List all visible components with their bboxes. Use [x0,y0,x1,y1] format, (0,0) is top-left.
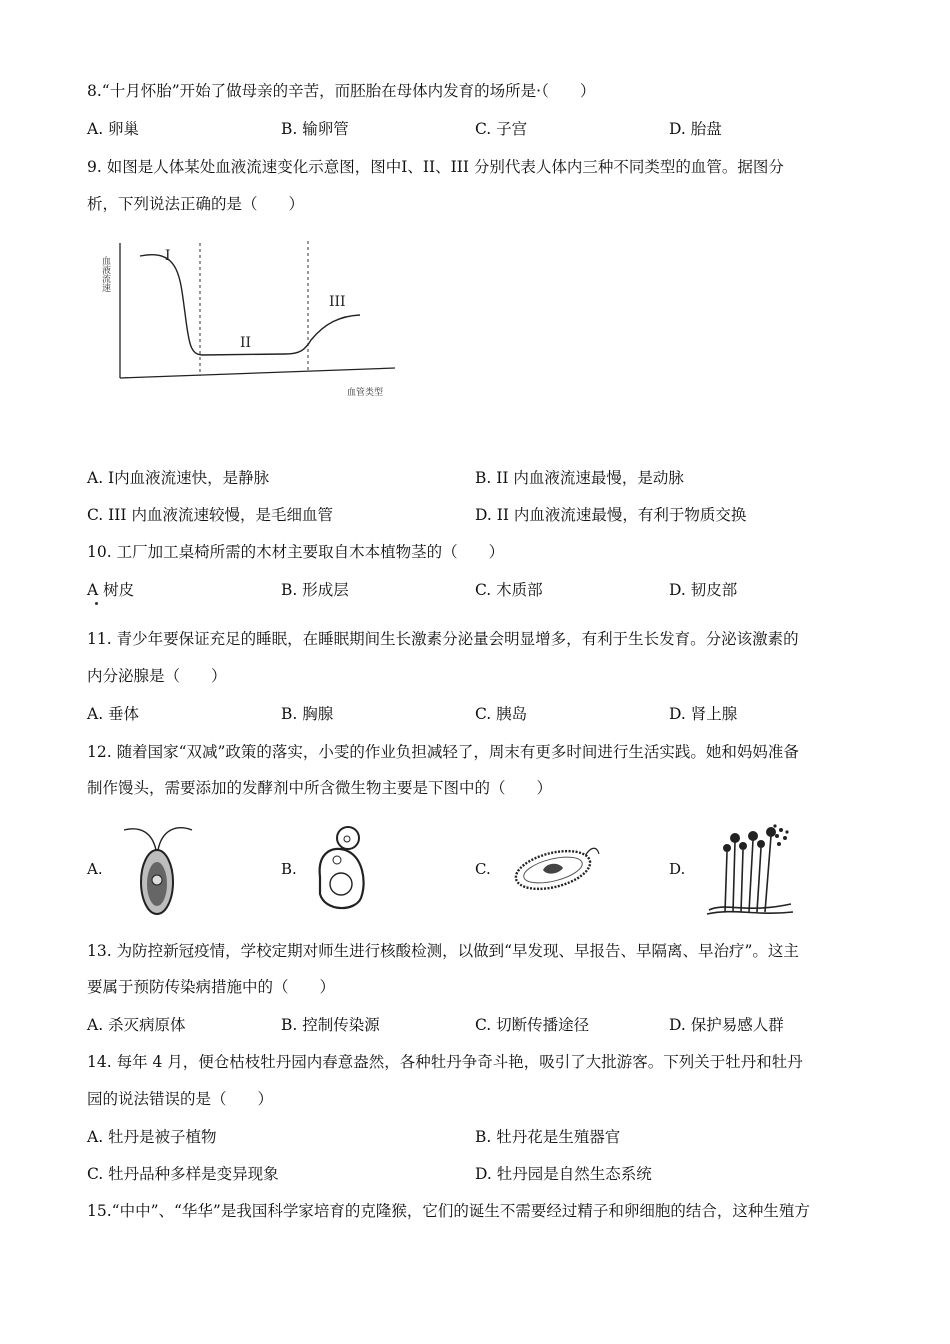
blood-flow-chart [85,238,405,408]
y-axis-label: 血液流速 [100,256,110,292]
q10-stem: 10. 工厂加工桌椅所需的木材主要取自木本植物茎的（ ） [87,543,505,561]
q11-option-b: B. 胸腺 [281,705,334,723]
q13-stem-line1: 13. 为防控新冠疫情，学校定期对师生进行核酸检测，以做到“早发现、早报告、早隔离、早治疗”。这主 [87,942,799,960]
q14-option-a: A. 牡丹是被子植物 [87,1128,217,1146]
q14-option-c: C. 牡丹品种多样是变异现象 [87,1165,279,1183]
q14-option-b: B. 牡丹花是生殖器官 [475,1128,621,1146]
q8-option-d: D. 胎盘 [669,120,722,138]
q12-option-a: A. [87,860,103,878]
q10-option-c: C. 木质部 [475,581,543,599]
x-axis [120,368,395,378]
q14-option-d: D. 牡丹园是自然生态系统 [475,1165,652,1183]
q10-option-d: D. 韧皮部 [669,581,738,599]
yeast-image [305,822,375,921]
q14-stem-line2: 园的说法错误的是（ ） [87,1090,274,1108]
q9-option-d: D. II 内血液流速最慢，有利于物质交换 [475,506,747,524]
q8-option-a: A. 卵巢 [87,120,140,138]
segment-label-2: II [240,335,252,351]
q13-option-b: B. 控制传染源 [281,1016,380,1034]
q11-option-a: A. 垂体 [87,705,140,723]
q9-option-c: C. III 内血液流速较慢，是毛细血管 [87,506,333,524]
bacterium-image [505,838,605,902]
q13-option-a: A. 杀灭病原体 [87,1016,186,1034]
q10-option-b: B. 形成层 [281,581,349,599]
q9-stem-line1: 9. 如图是人体某处血液流速变化示意图，图中Ⅰ、II、III 分别代表人体内三种不同类型的血管。据图分 [87,158,784,176]
q12-option-c: C. [475,860,491,878]
q8-option-c: C. 子宫 [475,120,528,138]
q8-stem: 8.“十月怀胎”开始了做母亲的辛苦，而胚胎在母体内发育的场所是·（ ） [87,82,596,100]
q12-stem-line1: 12. 随着国家“双减”政策的落实，小雯的作业负担减轻了，周末有更多时间进行生活实践。她和妈妈准备 [87,743,799,761]
q10-option-a: A 树皮 [87,581,135,599]
segment-label-3: III [329,294,346,310]
q14-stem-line1: 14. 每年 4 月，便仓枯枝牡丹园内春意盎然，各种牡丹争奇斗艳，吸引了大批游客。下列关于牡丹和牡丹 [87,1053,803,1071]
q12-option-d: D. [669,860,686,878]
q11-stem-line2: 内分泌腺是（ ） [87,667,227,685]
stray-dot [95,602,98,605]
chlamydomonas-image [112,822,202,922]
q11-option-d: D. 肾上腺 [669,705,738,723]
segment-label-1: I [165,248,171,264]
q12-stem-line2: 制作馒头，需要添加的发酵剂中所含微生物主要是下图中的（ ） [87,779,553,797]
q13-stem-line2: 要属于预防传染病措施中的（ ） [87,978,336,996]
q13-option-d: D. 保护易感人群 [669,1016,784,1034]
q11-option-c: C. 胰岛 [475,705,528,723]
q9-stem-line2: 析，下列说法正确的是（ ） [87,195,305,213]
q11-stem-line1: 11. 青少年要保证充足的睡眠，在睡眠期间生长激素分泌量会明显增多，有利于生长发育。分泌该激素的 [87,630,799,648]
mold-image [705,822,795,921]
q15-stem: 15.“中中”、“华华”是我国科学家培育的克隆猴，它们的诞生不需要经过精子和卵细胞的结合，这种生殖方 [87,1202,810,1220]
q9-option-b: B. II 内血液流速最慢，是动脉 [475,469,684,487]
q12-option-b: B. [281,860,297,878]
q9-option-a: A. Ⅰ内血液流速快，是静脉 [87,469,270,487]
x-axis-label: 血管类型 [347,388,384,398]
q13-option-c: C. 切断传播途径 [475,1016,590,1034]
q8-option-b: B. 输卵管 [281,120,349,138]
